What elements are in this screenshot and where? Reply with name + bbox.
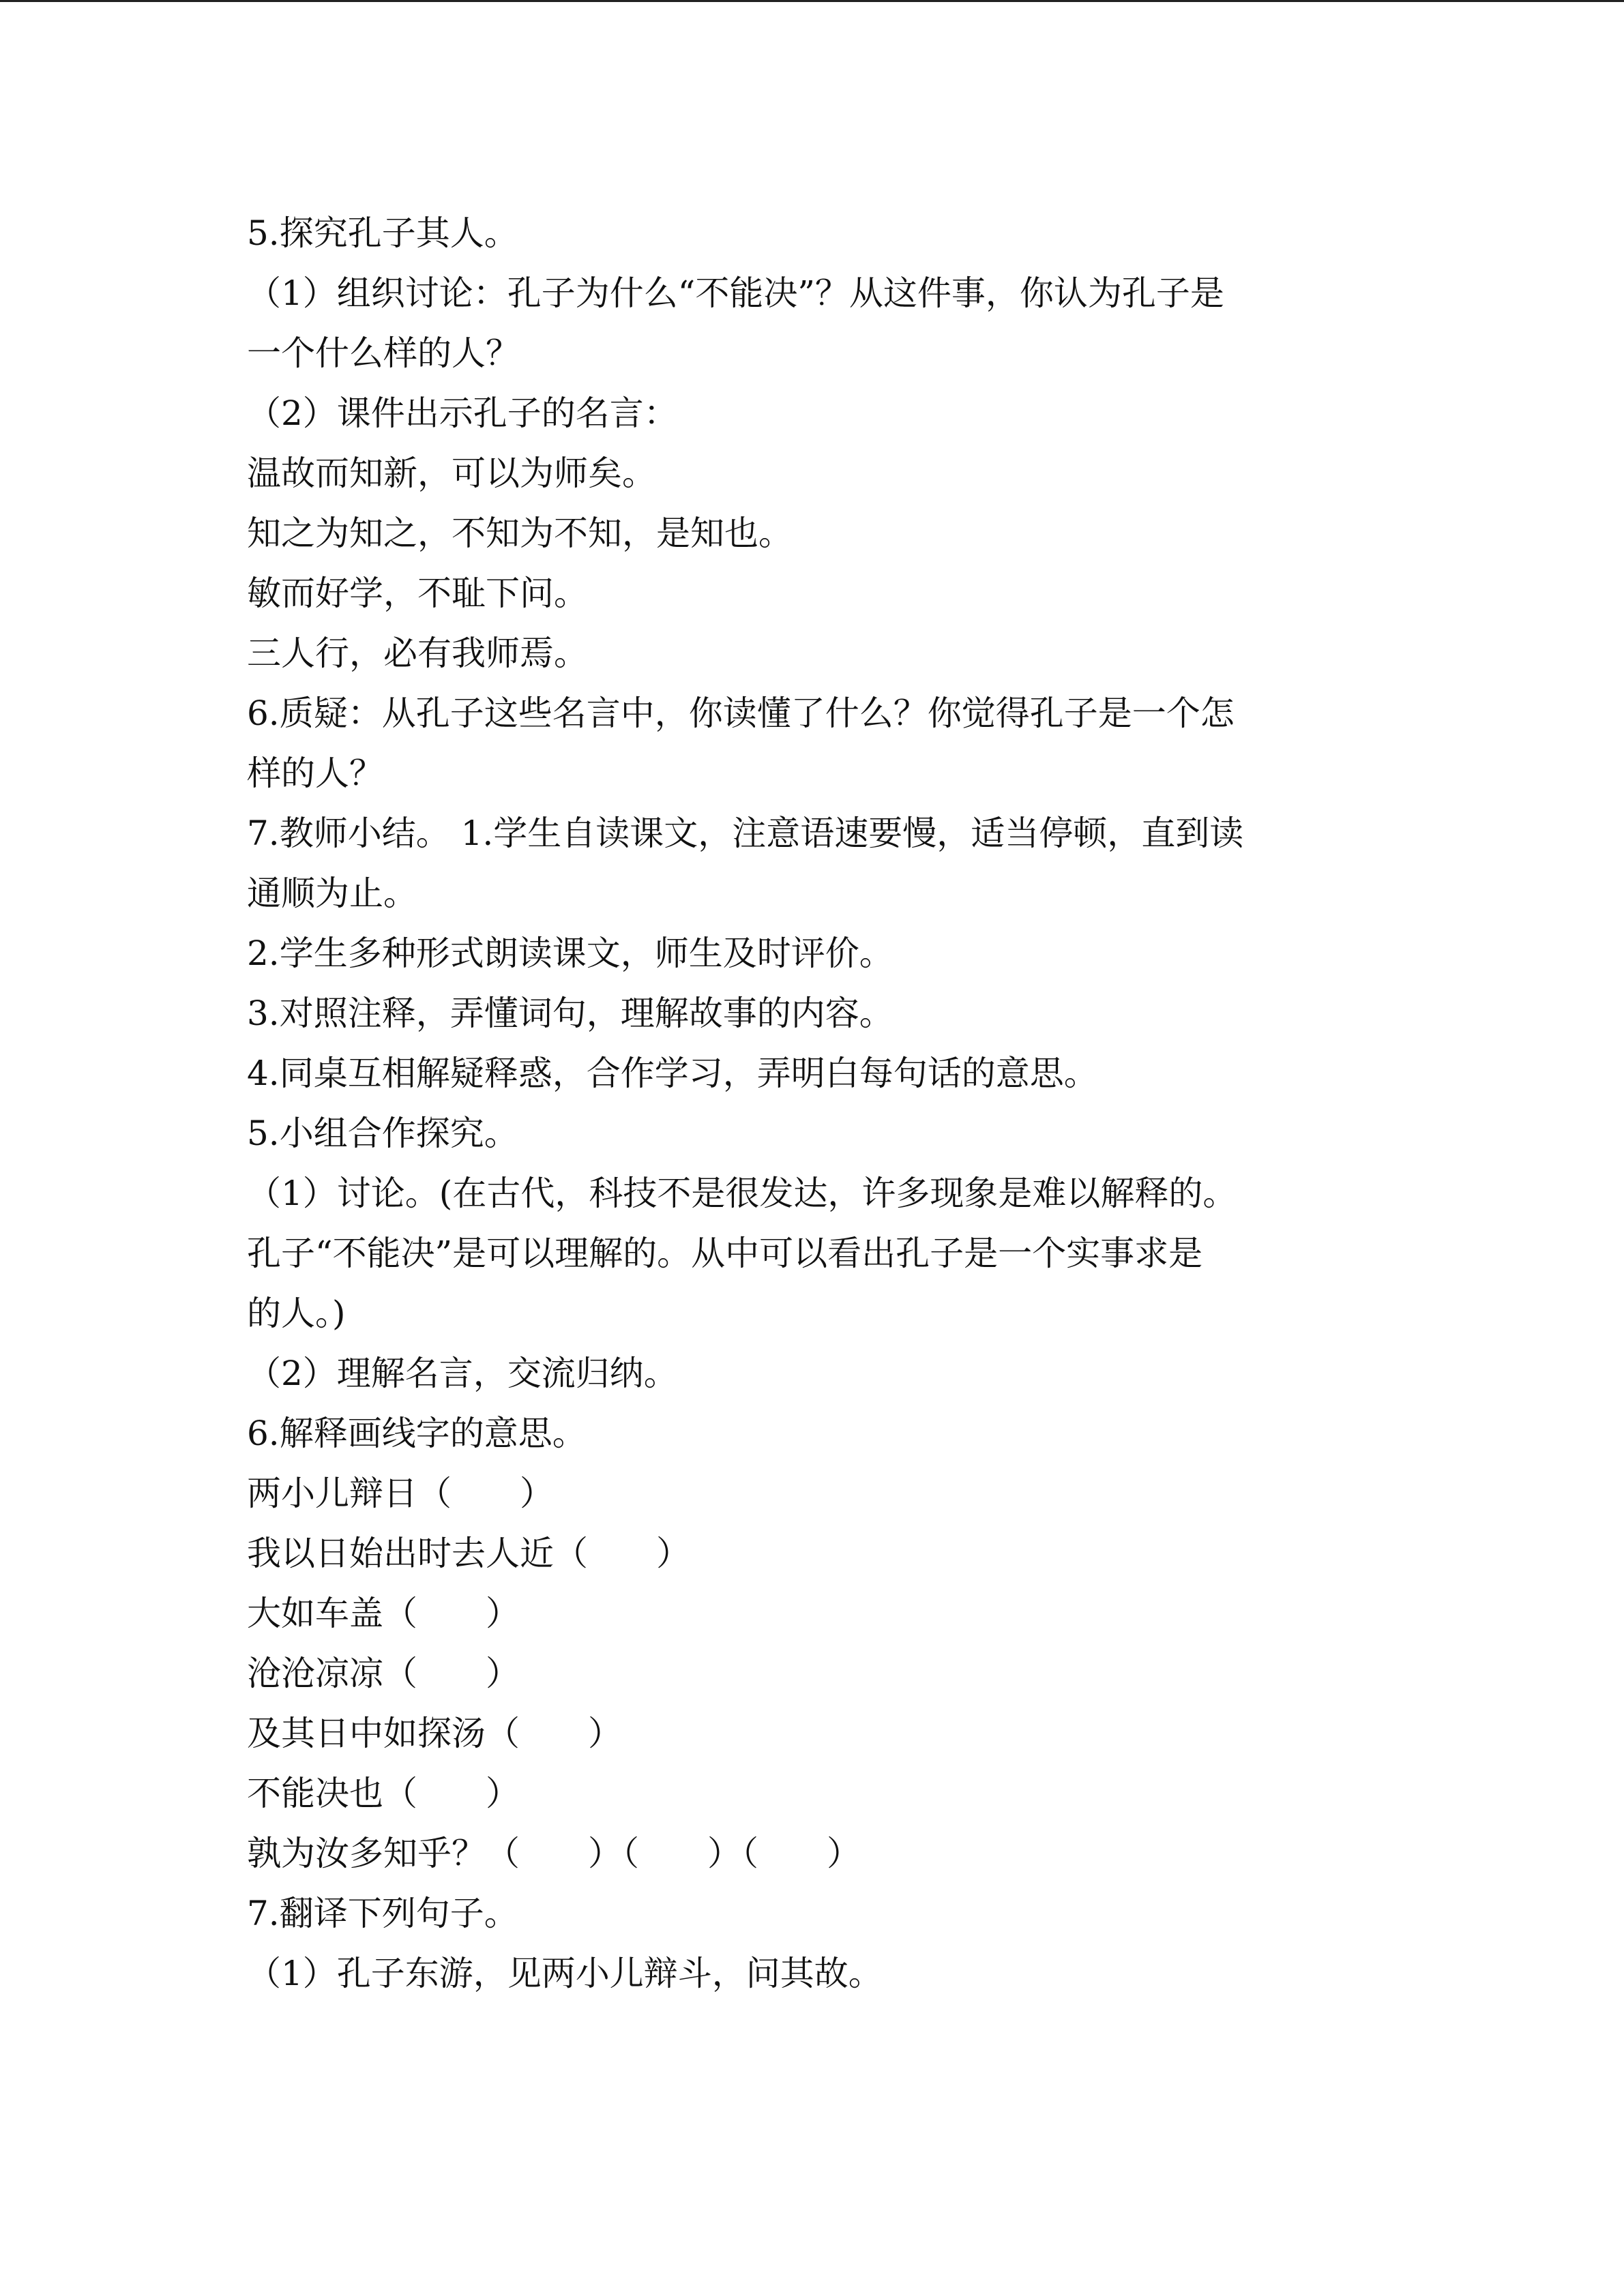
document-body xyxy=(247,203,1393,2003)
text-line: 通顺为止。 xyxy=(247,874,417,913)
text-line: 5.探究孔子其人。 xyxy=(247,213,518,253)
text-line: （1）组织讨论：孔子为什么“不能决”？从这件事，你认为孔子是 xyxy=(247,273,1224,313)
text-line: 7.教师小结。 1.学生自读课文，注意语速要慢，适当停顿，直到读 xyxy=(247,814,1244,853)
text-line: 大如车盖（ ） xyxy=(247,1594,520,1633)
text-line: 三人行，必有我师焉。 xyxy=(247,633,588,673)
text-line: 一个什么样的人？ xyxy=(247,333,520,373)
text-line: 及其日中如探汤（ ） xyxy=(247,1714,622,1753)
text-line: 敏而好学，不耻下问。 xyxy=(247,573,588,613)
text-line: 3.对照注释，弄懂词句，理解故事的内容。 xyxy=(247,994,894,1033)
text-line: 6.质疑：从孔子这些名言中，你读懂了什么？你觉得孔子是一个怎 xyxy=(247,694,1235,733)
text-line: 7.翻译下列句子。 xyxy=(247,1894,518,1933)
text-line: 两小儿辩日（ ） xyxy=(247,1474,554,1513)
text-line: 温故而知新，可以为师矣。 xyxy=(247,453,656,493)
text-line: （2）理解名言，交流归纳。 xyxy=(247,1354,678,1393)
text-line: 孰为汝多知乎？（ ）（ ）（ ） xyxy=(247,1834,861,1873)
text-line: 我以日始出时去人近（ ） xyxy=(247,1534,690,1573)
text-line: 6.解释画线字的意思。 xyxy=(247,1414,587,1453)
text-line: 4.同桌互相解疑释惑，合作学习，弄明白每句话的意思。 xyxy=(247,1054,1098,1093)
text-line: （1）讨论。(在古代，科技不是很发达，许多现象是难以解释的。 xyxy=(247,1174,1237,1213)
text-line: 的人。) xyxy=(247,1294,346,1333)
top-border xyxy=(0,0,1624,2)
text-line: 5.小组合作探究。 xyxy=(247,1114,518,1153)
text-line: 孔子“不能决”是可以理解的。从中可以看出孔子是一个实事求是 xyxy=(247,1234,1203,1273)
text-line: 2.学生多种形式朗读课文，师生及时评价。 xyxy=(247,934,894,973)
text-line: （1）孔子东游，见两小儿辩斗，问其故。 xyxy=(247,1954,883,1993)
text-line: 不能决也（ ） xyxy=(247,1774,520,1813)
text-line: 样的人？ xyxy=(247,754,383,793)
text-line: 沧沧凉凉（ ） xyxy=(247,1654,520,1693)
text-line: （2）课件出示孔子的名言： xyxy=(247,393,678,433)
text-line: 知之为知之，不知为不知，是知也。 xyxy=(247,513,793,553)
